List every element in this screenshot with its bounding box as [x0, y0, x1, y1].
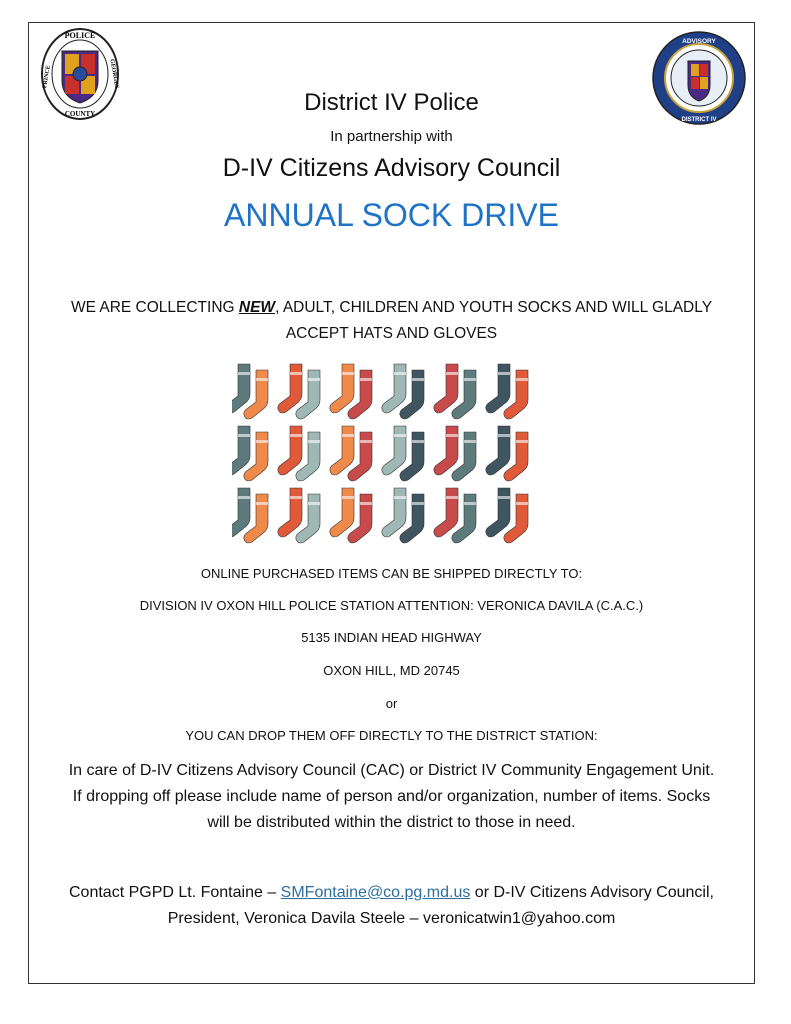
sock-icon: [486, 364, 510, 413]
shipping-attention: DIVISION IV OXON HILL POLICE STATION ATTENTION: VERONICA DAVILA (C.A.C.): [139, 598, 644, 613]
email-link[interactable]: SMFontaine@co.pg.md.us: [280, 884, 471, 901]
sock-icon: [232, 488, 250, 537]
council-name: D-IV Citizens Advisory Council: [222, 154, 561, 182]
sock-icon: [232, 426, 250, 475]
care-paragraph: [28, 758, 755, 836]
sock-icon: [330, 364, 354, 413]
sock-icon: [330, 426, 354, 475]
collecting-notice: [28, 295, 755, 347]
sock-icon: [434, 426, 458, 475]
sock-icon: [232, 364, 250, 413]
svg-text:PRINCE: PRINCE: [42, 64, 52, 89]
care-line-3: will be distributed within the district to those in need.: [207, 814, 576, 831]
collecting-suffix: , ADULT, CHILDREN AND YOUTH SOCKS AND WILL GLADLY ACCEPT HATS AND GLOVES: [275, 299, 713, 342]
sock-icon: [382, 426, 406, 475]
district-title: District IV Police: [304, 89, 479, 116]
collecting-prefix: WE ARE COLLECTING: [70, 299, 239, 316]
care-line-2: If dropping off please include name of person and/or organization, number of items. Socks: [72, 788, 711, 805]
svg-text:ADVISORY: ADVISORY: [682, 38, 716, 45]
svg-text:POLICE: POLICE: [64, 31, 96, 40]
sock-icon: [278, 364, 302, 413]
dropoff-heading: YOU CAN DROP THEM OFF DIRECTLY TO THE DISTRICT STATION:: [185, 728, 598, 743]
contact-prefix: Contact PGPD Lt. Fontaine –: [69, 884, 281, 901]
sock-icon: [486, 488, 510, 537]
svg-text:COUNTY: COUNTY: [64, 110, 96, 118]
svg-text:DISTRICT IV: DISTRICT IV: [681, 117, 717, 123]
new-emphasis: NEW: [238, 299, 276, 316]
sock-icon: [330, 488, 354, 537]
sock-icon: [434, 364, 458, 413]
contact-suffix: or D-IV Citizens Advisory Council,: [470, 884, 714, 901]
sock-icon: [434, 488, 458, 537]
or-separator: or: [385, 696, 398, 711]
sock-icon: [486, 426, 510, 475]
sock-icon: [382, 488, 406, 537]
sock-icon: [278, 426, 302, 475]
shipping-intro: ONLINE PURCHASED ITEMS CAN BE SHIPPED DIRECTLY TO:: [200, 566, 583, 581]
sock-icon: [382, 364, 406, 413]
contact-info: [28, 880, 755, 932]
sock-icon: [278, 488, 302, 537]
event-title: ANNUAL SOCK DRIVE: [224, 197, 559, 233]
socks-illustration: [232, 360, 548, 546]
care-line-1: In care of D-IV Citizens Advisory Council (CAC) or District IV Community Engagement Unit.: [68, 762, 715, 779]
partnership-text: In partnership with: [330, 128, 453, 145]
shipping-city: OXON HILL, MD 20745: [323, 663, 460, 678]
shipping-street: 5135 INDIAN HEAD HIGHWAY: [301, 630, 482, 645]
contact-line-1: [28, 880, 755, 906]
svg-text:GEORGES: GEORGES: [108, 58, 120, 89]
contact-line-2: President, Veronica Davila Steele – veronicatwin1@yahoo.com: [167, 910, 616, 927]
